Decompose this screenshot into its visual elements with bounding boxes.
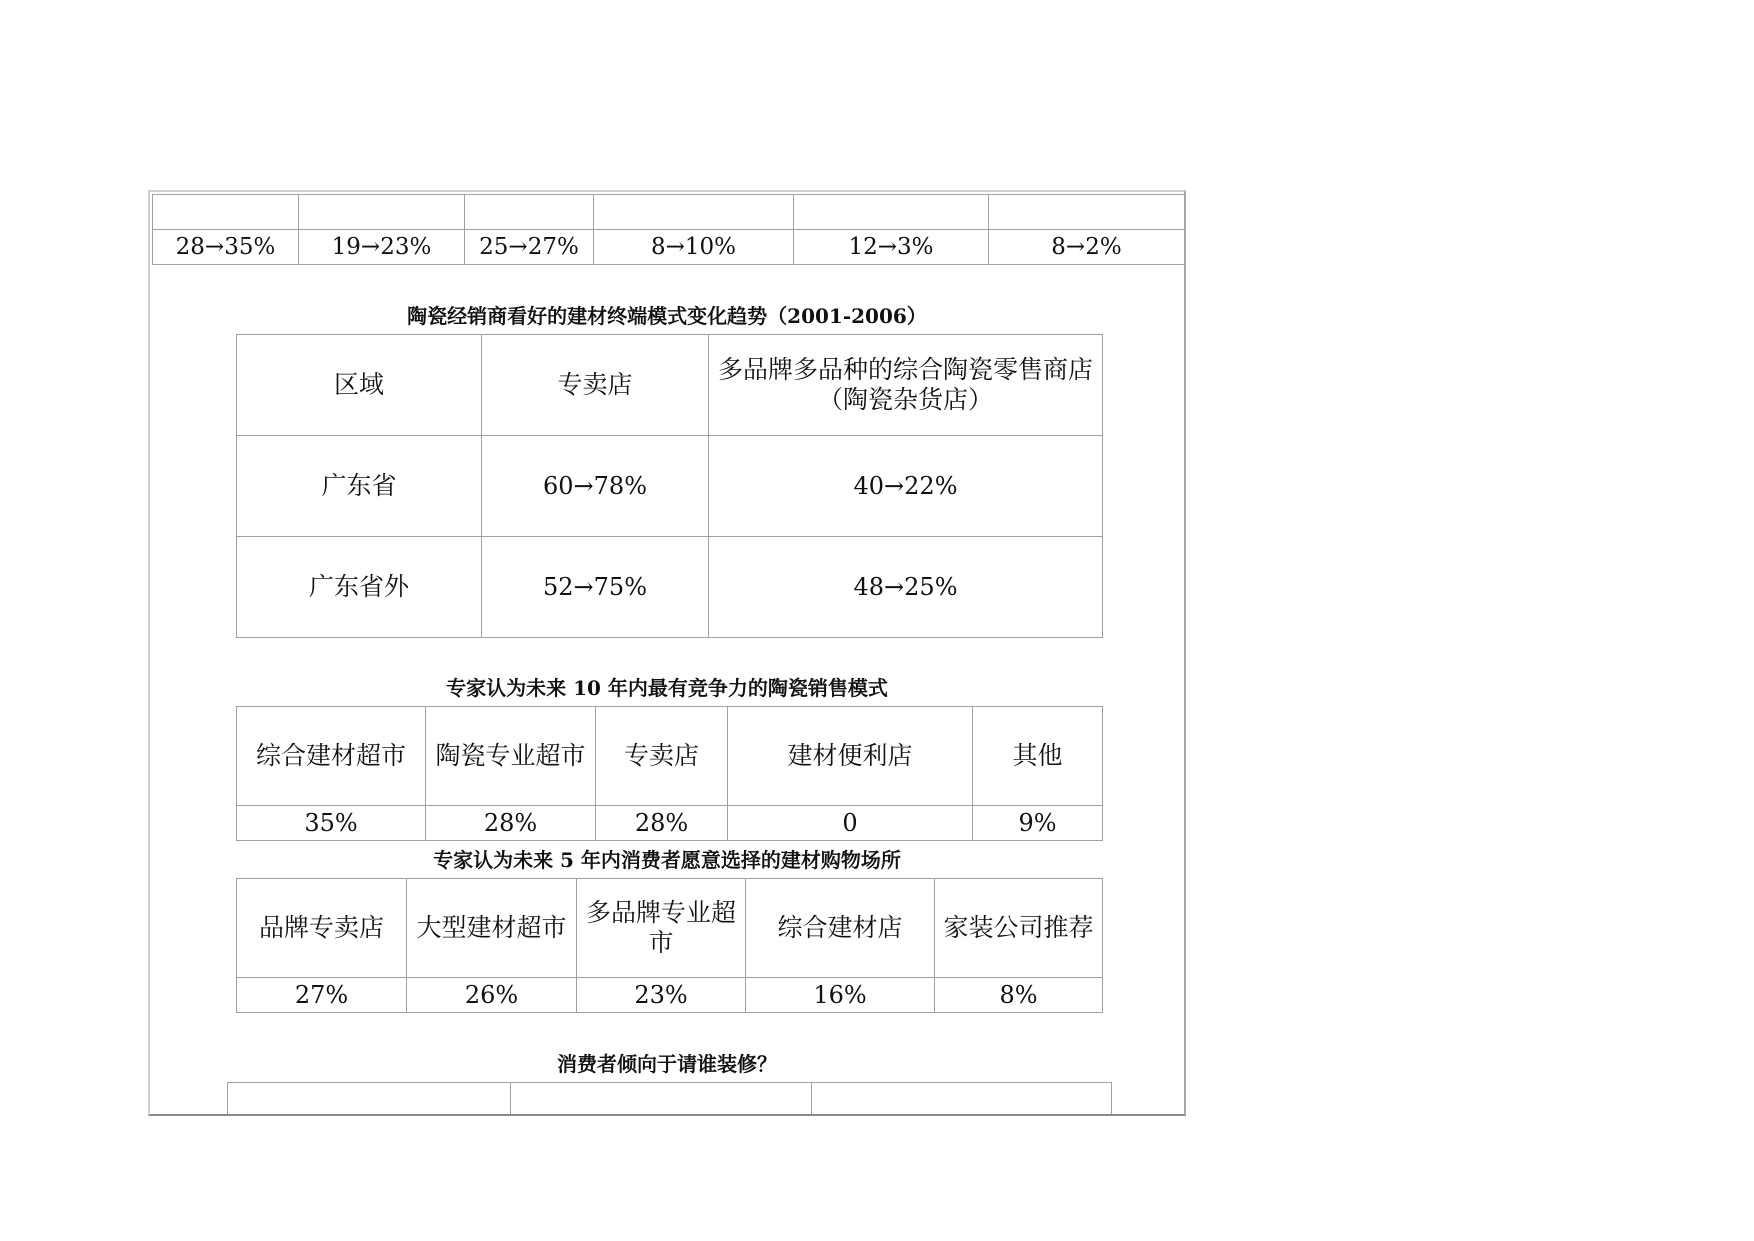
document-frame (148, 190, 1186, 1116)
competitive-mode-caption: 专家认为未来 10 年内最有竞争力的陶瓷销售模式 (446, 676, 888, 700)
header-cell: 综合建材超市 (237, 707, 426, 806)
table-row (228, 1083, 1112, 1117)
table-header-row (237, 707, 1103, 806)
table-cell: 25→27% (465, 230, 594, 265)
table-cell (594, 195, 794, 230)
table-cell: 19→23% (299, 230, 465, 265)
table-cell (228, 1083, 511, 1117)
header-cell: 家装公司推荐 (935, 879, 1103, 978)
table-cell: 8→2% (989, 230, 1185, 265)
shopping-place-caption: 专家认为未来 5 年内消费者愿意选择的建材购物场所 (433, 848, 901, 872)
header-cell: 多品牌专业超市 (577, 879, 746, 978)
decoration-table (227, 1082, 1112, 1116)
table-cell: 60→78% (482, 436, 709, 537)
table-row (237, 806, 1103, 841)
competitive-mode-table (236, 706, 1103, 841)
shopping-place-table (236, 878, 1103, 1013)
table-cell: 23% (577, 978, 746, 1013)
table-header-row (237, 879, 1103, 978)
header-cell-specialty-store: 专卖店 (482, 335, 709, 436)
table-cell (794, 195, 989, 230)
table-header-row (237, 335, 1103, 436)
header-cell: 陶瓷专业超市 (426, 707, 596, 806)
header-cell: 大型建材超市 (407, 879, 577, 978)
header-cell: 综合建材店 (746, 879, 935, 978)
table-cell: 35% (237, 806, 426, 841)
header-cell: 专卖店 (596, 707, 728, 806)
header-cell: 品牌专卖店 (237, 879, 407, 978)
header-cell-region: 区域 (237, 335, 482, 436)
table-cell (153, 195, 299, 230)
terminal-trend-table (236, 334, 1103, 638)
table-cell: 广东省 (237, 436, 482, 537)
table-cell (812, 1083, 1112, 1117)
table-cell: 0 (728, 806, 973, 841)
table-cell: 9% (973, 806, 1103, 841)
header-cell: 其他 (973, 707, 1103, 806)
table-cell: 28% (426, 806, 596, 841)
table-cell: 12→3% (794, 230, 989, 265)
table-cell: 26% (407, 978, 577, 1013)
table-cell: 28→35% (153, 230, 299, 265)
table-row (237, 978, 1103, 1013)
table-row (153, 230, 1185, 265)
header-cell: 建材便利店 (728, 707, 973, 806)
table-cell (299, 195, 465, 230)
table-cell: 27% (237, 978, 407, 1013)
table-cell (511, 1083, 812, 1117)
table-cell: 48→25% (709, 537, 1103, 638)
table-cell (465, 195, 594, 230)
table-cell: 28% (596, 806, 728, 841)
top-percentage-table (152, 194, 1185, 265)
decoration-caption: 消费者倾向于请谁装修？ (557, 1052, 777, 1076)
table-cell: 52→75% (482, 537, 709, 638)
table-cell: 广东省外 (237, 537, 482, 638)
table-cell: 8→10% (594, 230, 794, 265)
table-row (237, 537, 1103, 638)
header-cell-multi-brand-store: 多品牌多品种的综合陶瓷零售商店（陶瓷杂货店） (709, 335, 1103, 436)
table-row (237, 436, 1103, 537)
table-cell: 16% (746, 978, 935, 1013)
table-cell (989, 195, 1185, 230)
table-cell: 40→22% (709, 436, 1103, 537)
table-cell: 8% (935, 978, 1103, 1013)
terminal-trend-caption: 陶瓷经销商看好的建材终端模式变化趋势（2001-2006） (407, 304, 927, 328)
empty-header-row (153, 195, 1185, 230)
